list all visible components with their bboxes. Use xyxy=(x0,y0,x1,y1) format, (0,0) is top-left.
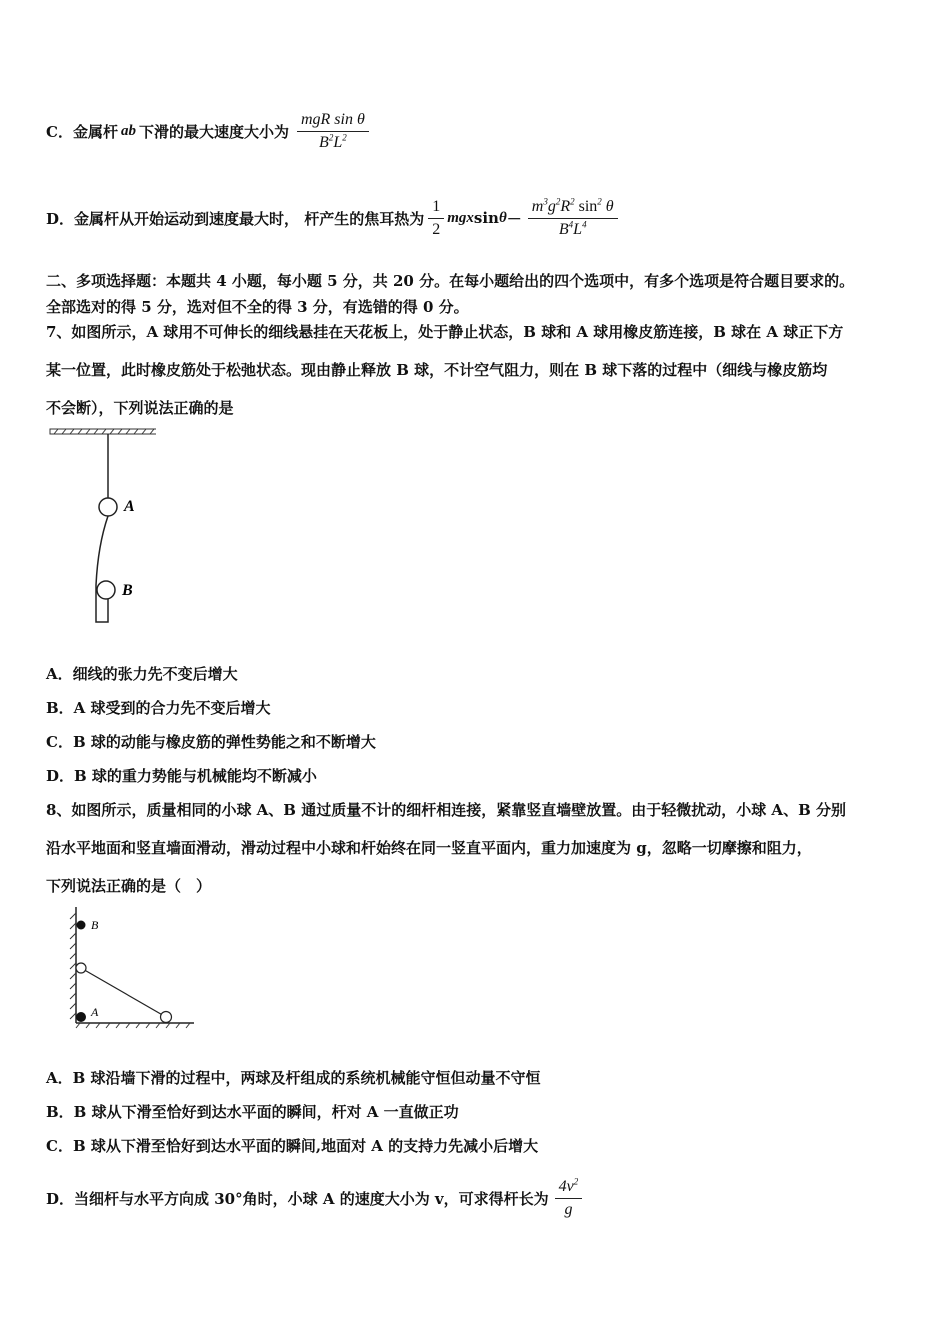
q7-option-a: A．细线的张力先不变后增大 xyxy=(46,665,238,683)
q7-stem-line2: 某一位置，此时橡皮筋处于松弛状态。现由静止释放 B 球，不计空气阻力，则在 B 球下落的过程中（细线与橡皮筋均 xyxy=(46,361,828,379)
ball-b-label: B xyxy=(91,918,99,932)
q7-stem-line3: 不会断），下列说法正确的是 xyxy=(46,399,234,417)
q7-figure xyxy=(46,425,156,630)
q8-figure xyxy=(64,905,204,1030)
ball-a-initial xyxy=(76,1012,86,1022)
q6-option-c xyxy=(46,103,372,159)
q8-option-d-numerator xyxy=(555,1178,583,1199)
n-r: R xyxy=(560,197,571,215)
ball-b-label: B xyxy=(122,582,133,599)
den-b-exp: 2 xyxy=(328,132,334,143)
q6-option-c-fraction xyxy=(297,111,369,152)
ball-b-initial xyxy=(77,921,86,930)
q6-option-d-numerator xyxy=(528,198,618,219)
n-4v: 4v xyxy=(558,1177,574,1195)
q6-option-c-denominator xyxy=(315,132,351,152)
q6-option-d-denominator xyxy=(555,219,591,239)
q8-stem-line1: 8、如图所示，质量相同的小球 A、B 通过质量不计的细杆相连接，紧靠竖直墙壁放置。由于轻微扰动，小球 A、B 分别 xyxy=(46,801,846,819)
q8-option-d xyxy=(46,1170,585,1226)
q6-option-d-fraction xyxy=(528,198,618,239)
q6-option-d-minus: － xyxy=(506,209,522,228)
ball-b-moving xyxy=(76,963,86,973)
section2-line2: 全部选对的得 5 分，选对但不全的得 3 分，有选错的得 0 分。 xyxy=(46,298,469,316)
den-l: L xyxy=(333,133,343,151)
q8-option-b: B．B 球从下滑至恰好到达水平面的瞬间，杆对 A 一直做正功 xyxy=(46,1103,459,1121)
q6-option-d-half xyxy=(428,198,444,239)
n-theta: θ xyxy=(601,197,614,215)
ball-a-moving xyxy=(161,1012,172,1023)
q8-option-c: C．B 球从下滑至恰好到达水平面的瞬间,地面对 A 的支持力先减小后增大 xyxy=(46,1137,539,1155)
ball-a-label: A xyxy=(91,1005,99,1019)
q6-option-c-numerator: mgR sin θ xyxy=(297,111,369,132)
d-b: B xyxy=(558,220,569,238)
q6-option-d-sin: sin xyxy=(473,209,499,227)
q8-option-d-denominator: g xyxy=(564,1200,573,1218)
n-exp: 2 xyxy=(573,1176,579,1187)
d-b-exp: 4 xyxy=(568,219,574,230)
q8-stem-line3: 下列说法正确的是（ ） xyxy=(46,877,212,895)
den-b: B xyxy=(319,133,329,151)
ceiling xyxy=(50,429,156,434)
n-g: g xyxy=(547,197,556,215)
d-l: L xyxy=(573,220,583,238)
q7-option-c: C．B 球的动能与橡皮筋的弹性势能之和不断增大 xyxy=(46,733,376,751)
rubber-band xyxy=(96,516,108,622)
n-m: m xyxy=(531,197,544,215)
q6-option-c-prefix: C．金属杆 xyxy=(46,122,118,141)
half-num: 1 xyxy=(428,198,444,219)
q6-option-d-theta: θ xyxy=(498,209,507,226)
q6-option-d-mgx: mgx xyxy=(447,209,474,226)
wall xyxy=(70,907,76,1023)
n-sin: sin xyxy=(574,197,598,215)
n-m-exp: 3 xyxy=(543,196,548,207)
q6-option-d xyxy=(46,188,621,248)
q7-option-b: B．A 球受到的合力先不变后增大 xyxy=(46,699,271,717)
q8-option-a: A．B 球沿墙下滑的过程中，两球及杆组成的系统机械能守恒但动量不守恒 xyxy=(46,1069,541,1087)
q7-stem-line1: 7、如图所示，A 球用不可伸长的细线悬挂在天花板上，处于静止状态，B 球和 A 球用橡皮筋连接，B 球在 A 球正下方 xyxy=(46,323,844,341)
q7-option-d: D．B 球的重力势能与机械能均不断减小 xyxy=(46,767,317,785)
q6-option-c-text: 下滑的最大速度大小为 xyxy=(138,122,289,141)
q8-option-d-text: D．当细杆与水平方向成 30°角时，小球 A 的速度大小为 v，可求得杆长为 xyxy=(46,1189,549,1208)
ball-b xyxy=(97,581,115,599)
half-den: 2 xyxy=(432,220,441,238)
den-l-exp: 2 xyxy=(342,132,347,143)
floor xyxy=(76,1023,194,1028)
section2-line1: 二、多项选择题：本题共 4 小题，每小题 5 分，共 20 分。在每小题给出的四个选项中，有多个选项是符合题目要求的。 xyxy=(46,272,855,290)
ball-a xyxy=(99,498,117,516)
q6-option-c-var: ab xyxy=(120,122,136,139)
n-r-exp: 2 xyxy=(570,196,575,207)
q6-option-d-text: D．金属杆从开始运动到速度最大时， 杆产生的焦耳热为 xyxy=(46,209,425,228)
n-sin-exp: 2 xyxy=(597,196,602,207)
d-l-exp: 4 xyxy=(582,219,587,230)
q8-stem-line2: 沿水平地面和竖直墙面滑动，滑动过程中小球和杆始终在同一竖直平面内，重力加速度为 g，忽略一切摩擦和阻力， xyxy=(46,839,812,857)
ball-a-label: A xyxy=(124,498,135,515)
q8-option-d-fraction xyxy=(555,1178,583,1219)
n-g-exp: 2 xyxy=(555,196,561,207)
